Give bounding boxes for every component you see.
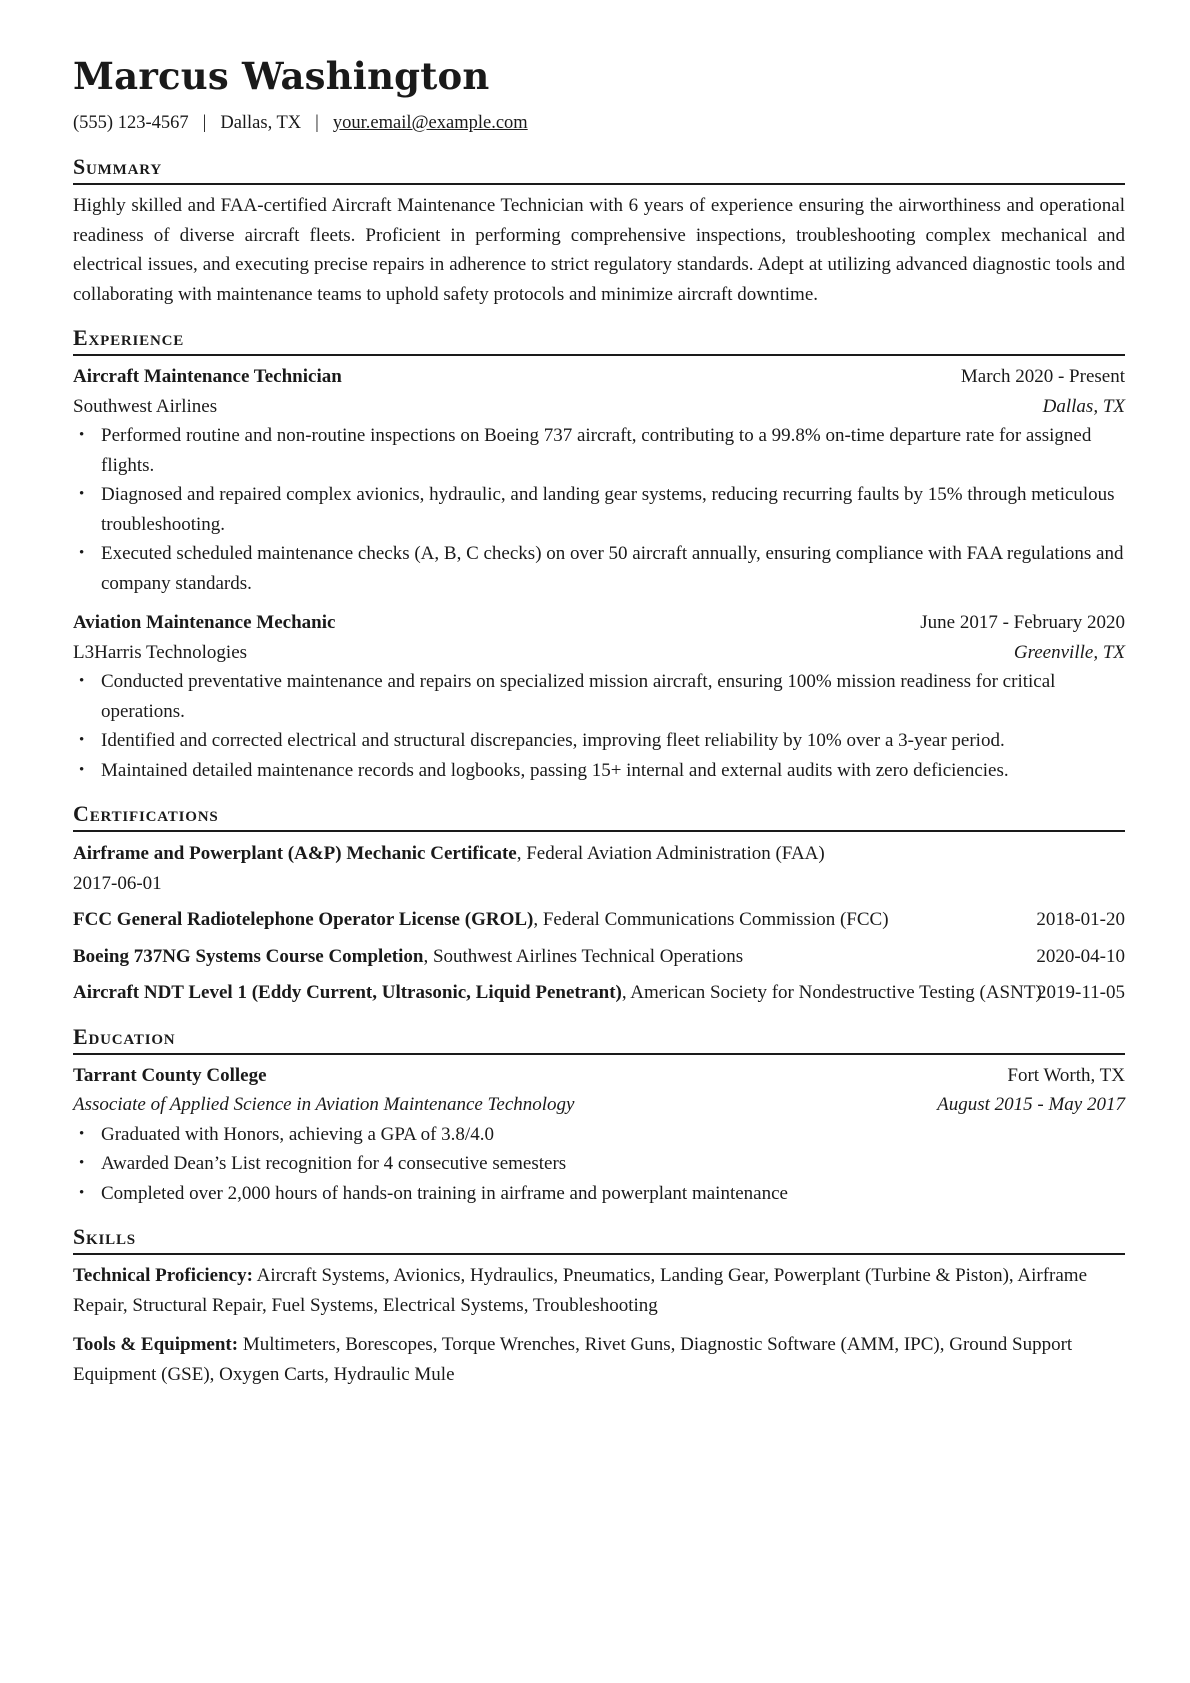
job-entry	[73, 608, 1125, 785]
cert-name: Airframe and Powerplant (A&P) Mechanic Certificate	[73, 843, 517, 864]
school-location: Fort Worth, TX	[1007, 1064, 1125, 1086]
certifications-section	[73, 801, 1125, 1008]
skills-value: Aircraft Systems, Avionics, Hydraulics, Pneumatics, Landing Gear, Powerplant (Turbine & Piston), Airframe Repair, Structural Repair, Fuel Systems, Electrical Systems, Troubleshooting	[73, 1265, 1088, 1316]
job-bullets	[73, 667, 1125, 785]
separator: |	[315, 113, 319, 133]
bullet-item: • Diagnosed and repaired complex avionics, hydraulic, and landing gear systems, reducing recurring faults by 15% through meticulous troubleshooting.	[101, 480, 1125, 539]
cert-date: 2018-01-20	[1036, 909, 1125, 930]
skills-label: Technical Proficiency:	[73, 1265, 253, 1286]
education-section	[73, 1024, 1125, 1209]
job-dates: June 2017 - February 2020	[920, 612, 1125, 633]
school-name: Tarrant County College	[73, 1064, 267, 1086]
bullet-item: • Graduated with Honors, achieving a GPA of 3.8/4.0	[101, 1120, 1125, 1150]
skills-value: Multimeters, Borescopes, Torque Wrenches, Rivet Guns, Diagnostic Software (AMM, IPC), Ground Support Equipment (GSE), Oxygen Carts, Hydraulic Mule	[73, 1334, 1073, 1385]
experience-section	[73, 325, 1125, 785]
bullet-item: • Completed over 2,000 hours of hands-on training in airframe and powerplant maintenance	[101, 1179, 1125, 1209]
cert-issuer: , Southwest Airlines Technical Operations	[423, 945, 744, 967]
bullet-item: • Identified and corrected electrical and structural discrepancies, improving fleet reliability by 10% over a 3-year period.	[101, 726, 1125, 756]
certification-entry	[73, 942, 1125, 972]
job-location: Greenville, TX	[1013, 641, 1125, 663]
cert-name: Aircraft NDT Level 1 (Eddy Current, Ultrasonic, Liquid Penetrant)	[73, 982, 622, 1003]
resume-page	[73, 54, 1125, 1389]
job-role: Aircraft Maintenance Technician	[73, 366, 342, 387]
bullet-item: • Executed scheduled maintenance checks (A, B, C checks) on over 50 aircraft annually, ensuring compliance with FAA regulations and company standards.	[101, 539, 1125, 598]
cert-issuer: , Federal Aviation Administration (FAA)	[516, 843, 825, 864]
candidate-name: Marcus Washington	[73, 54, 490, 98]
skills-group	[73, 1330, 1125, 1389]
separator: |	[202, 113, 207, 133]
education-bullets	[73, 1120, 1125, 1209]
job-company: L3Harris Technologies	[73, 641, 248, 663]
job-bullets	[73, 421, 1125, 598]
job-location: Dallas, TX	[1042, 395, 1125, 417]
skills-section	[73, 1224, 1125, 1389]
cert-issuer: , Federal Communications Commission (FCC)	[533, 909, 889, 930]
job-entry	[73, 362, 1125, 598]
cert-issuer: , American Society for Nondestructive Testing (ASNT)	[621, 982, 1042, 1003]
bullet-item: • Performed routine and non-routine inspections on Boeing 737 aircraft, contributing to a 99.8% on-time departure rate for assigned flights.	[101, 421, 1125, 480]
section-title-education: Education	[73, 1024, 1125, 1055]
summary-text: Highly skilled and FAA-certified Aircraft Maintenance Technician with 6 years of experience ensuring the airworthiness and operational readiness of diverse aircraft fleets. Proficient in performing comprehensive inspections, troubleshooting complex mechanical and electrical issues, and executing precise repairs in adherence to strict regulatory standards. Adept at utilizing advanced diagnostic tools and collaborating with maintenance teams to uphold safety protocols and minimize aircraft downtime.	[73, 195, 1125, 305]
email-link[interactable]: your.email@example.com	[332, 113, 528, 133]
section-title-certifications: Certifications	[73, 801, 1125, 832]
section-title-summary: Summary	[73, 154, 1125, 185]
summary-section	[73, 154, 1125, 309]
education-dates: August 2015 - May 2017	[937, 1094, 1125, 1115]
skills-label: Tools & Equipment:	[73, 1334, 239, 1355]
phone-number: (555) 123-4567	[73, 113, 189, 133]
section-title-skills: Skills	[73, 1224, 1125, 1255]
cert-date: 2019-11-05	[1037, 982, 1125, 1003]
degree: Associate of Applied Science in Aviation Maintenance Technology	[73, 1094, 575, 1115]
certification-entry	[73, 978, 1125, 1008]
bullet-item: • Conducted preventative maintenance and repairs on specialized mission aircraft, ensuring 100% mission readiness for critical operations.	[101, 667, 1125, 726]
job-dates: March 2020 - Present	[960, 366, 1125, 387]
certification-entry	[73, 839, 1125, 898]
skills-group	[73, 1261, 1125, 1320]
contact-line	[73, 113, 1125, 134]
cert-name: FCC General Radiotelephone Operator License (GROL)	[73, 909, 534, 930]
job-role: Aviation Maintenance Mechanic	[73, 612, 336, 633]
bullet-item: • Awarded Dean’s List recognition for 4 consecutive semesters	[101, 1149, 1125, 1179]
job-company: Southwest Airlines	[73, 395, 218, 417]
bullet-item: • Maintained detailed maintenance records and logbooks, passing 15+ internal and external audits with zero deficiencies.	[101, 756, 1125, 786]
education-entry	[73, 1061, 1125, 1209]
cert-date: 2020-04-10	[1036, 945, 1125, 967]
cert-name: Boeing 737NG Systems Course Completion	[73, 945, 424, 967]
location: Dallas, TX	[220, 113, 302, 133]
certification-entry	[73, 905, 1125, 935]
section-title-experience: Experience	[73, 325, 1125, 356]
cert-date: 2017-06-01	[73, 872, 162, 894]
